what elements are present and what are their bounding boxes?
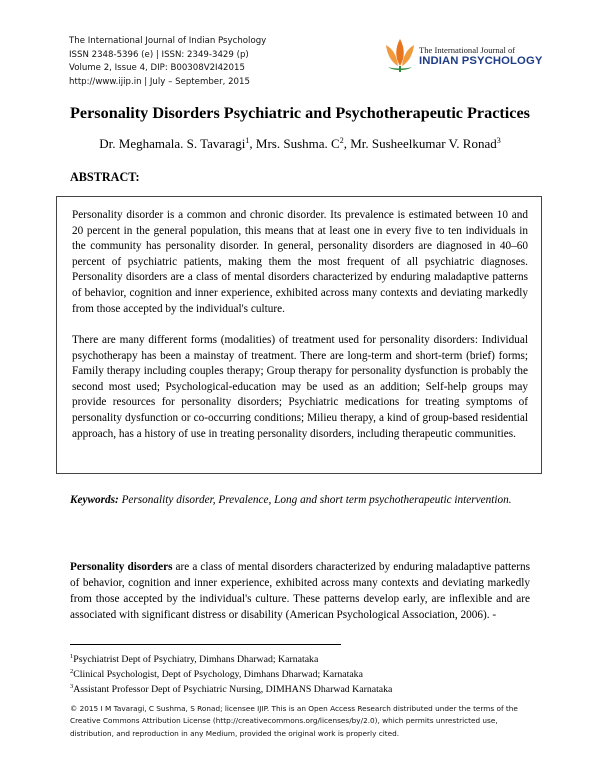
author-name: Mrs. Sushma. C xyxy=(255,136,340,151)
journal-header xyxy=(69,35,329,89)
logo-wordmark: INDIAN PSYCHOLOGY xyxy=(419,55,543,67)
lotus-logo-icon xyxy=(383,36,417,74)
issn-line: ISSN 2348-5396 (e) | ISSN: 2349-3429 (p) xyxy=(69,49,249,60)
body-paragraph xyxy=(70,559,530,623)
volume-line: Volume 2, Issue 4, DIP: B00308V2I42015 xyxy=(69,63,245,74)
keywords-label: Keywords: xyxy=(70,494,119,506)
author-name: Mr. Susheelkumar V. Ronad xyxy=(350,136,497,151)
footnotes xyxy=(70,652,392,697)
footnote-text: Clinical Psychologist, Dept of Psychology, Dimhans Dharwad; Karnataka xyxy=(73,669,363,680)
footnote xyxy=(70,652,392,667)
keywords xyxy=(70,489,540,512)
author-affiliation-mark: 2 xyxy=(339,136,344,145)
author-list xyxy=(0,136,600,152)
url-date-line[interactable]: http://www.ijip.in | July – September, 2015 xyxy=(69,76,250,87)
journal-logo xyxy=(383,36,543,76)
footnote-mark: 2 xyxy=(70,668,74,675)
footnote xyxy=(70,667,392,682)
journal-name: The International Journal of Indian Psychology xyxy=(69,36,267,46)
copyright-notice: © 2015 I M Tavaragi, C Sushma, S Ronad; licensee IJIP. This is an Open Access Research distributed under the terms of the Creative Commons Attribution License (http://creativecommons.org/licenses/by/2.0), which permits unrestricted use, distribution, and reproduction in any Medium, provided the original work is properly cited. xyxy=(70,704,518,738)
author-affiliation-mark: 3 xyxy=(496,136,501,145)
footnote-mark: 1 xyxy=(70,653,74,660)
abstract-paragraph: Personality disorder is a common and chronic disorder. Its prevalence is estimated between 10 and 20 percent in the general population, this means that at least one in every five to ten individuals in the community has personality disorder. In general, personality disorders are diagnosed in 40–60 percent of psychiatric patients, making them the most frequent of all psychiatric diagnoses. Personality disorders are a class of mental disorders characterized by enduring maladaptive patterns of behavior, cognition and inner experience, exhibited across many contexts and deviating markedly from those accepted by the individual's culture. xyxy=(72,209,528,315)
body-lead-term: Personality disorders xyxy=(70,561,173,573)
author-name: Dr. Meghamala. S. Tavaragi xyxy=(99,136,246,151)
footnote xyxy=(70,682,392,697)
logo-caption: The International Journal of xyxy=(419,45,516,55)
footnote-mark: 3 xyxy=(70,683,74,690)
author-separator: , xyxy=(249,136,256,151)
keywords-text: Personality disorder, Prevalence, Long and short term psychotherapeutic intervention. xyxy=(121,494,512,506)
body-text: are a class of mental disorders characterized by enduring maladaptive patterns of behavior, cognition and inner experience, exhibited across many contexts and deviating markedly from those accepted by the individual's culture. These patterns develop early, are inflexible and are associated with significant distress or disability (American Psychological Association, 2006). - xyxy=(70,561,530,621)
footnote-text: Assistant Professor Dept of Psychiatric Nursing, DIMHANS Dharwad Karnataka xyxy=(73,684,393,695)
author-separator: , xyxy=(343,136,351,151)
paper-title: Personality Disorders Psychiatric and Psychotherapeutic Practices xyxy=(70,104,530,122)
abstract-heading: ABSTRACT: xyxy=(70,170,140,184)
footnote-divider xyxy=(70,644,341,645)
footnote-text: Psychiatrist Dept of Psychiatry, Dimhans Dharwad; Karnataka xyxy=(73,654,319,665)
abstract-paragraph: There are many different forms (modalities) of treatment used for personality disorders: Individual psychotherapy has been a mainstay of treatment. There are long-term and short-term (brief) forms; Family therapy including couples therapy; Group therapy for personality dysfunction is probably the second most used; Psychological-education may be used as an addition; Self-help groups may provide resources for personality disorders; Psychiatric medications for treating symptoms of personality dysfunction or co-occurring conditions; Milieu therapy, a kind of group-based residential approach, has a history of use in treating personality disorders, including therapeutic communities. xyxy=(72,334,528,440)
author-affiliation-mark: 1 xyxy=(245,136,250,145)
